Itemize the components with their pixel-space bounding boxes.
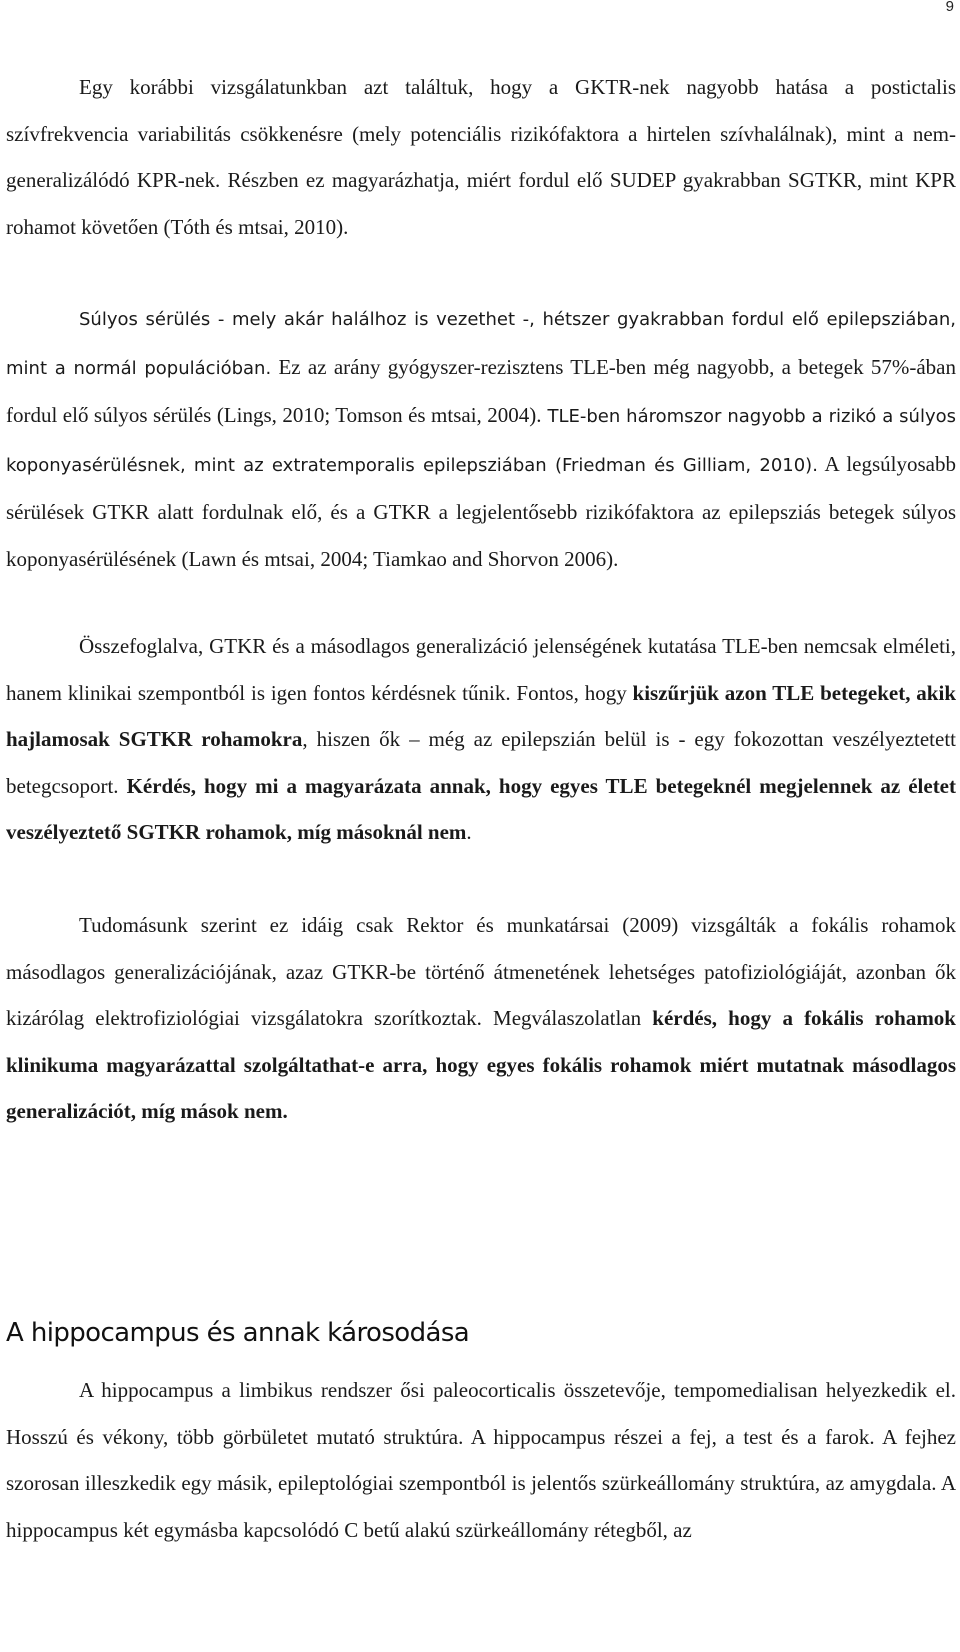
paragraph-text-sans: TLE-ben háromszor nagyobb a rizikó a súlyos koponyasérülésnek, mint az extratemporalis epilepsziában (Friedman és Gilliam, 2010).	[6, 406, 956, 476]
bold-question: kérdés, hogy a fokális rohamok klinikuma magyarázattal szolgáltathat-e arra, hogy egyes fokális rohamok miért mutatnak másodlagos generalizációt, míg mások nem.	[6, 1006, 956, 1123]
bold-question: Kérdés, hogy mi a magyarázata annak, hogy egyes TLE betegeknél megjelennek az életet veszélyeztető SGTKR rohamok, míg másoknál nem	[6, 773, 956, 844]
paragraph-text-sans: Súlyos sérülés - mely akár halálhoz is vezethet -, hétszer gyakrabban fordul elő epilepsziában, mint a normál populációban.	[6, 309, 956, 379]
paragraph-text: , hiszen ők – még az epilepszián belül is - egy fokozottan veszélyeztetett betegcsoport.	[6, 727, 956, 798]
paragraph-injury	[6, 297, 956, 582]
section-heading: A hippocampus és annak károsodása	[6, 1318, 470, 1348]
paragraph-gktr-hrv	[6, 64, 956, 250]
paragraph-text: Tudomásunk szerint ez idáig csak Rektor és munkatársai (2009) vizsgálták a fokális rohamok másodlagos generalizációjának, azaz GTKR-be történő átmenetének lehetséges patofiziológiáját, azonban ők kizárólag elektrofiziológiai vizsgálatokra szorítkoztak. Megválaszolatlan	[6, 913, 956, 1030]
paragraph-summary	[6, 623, 956, 856]
paragraph-text: .	[466, 820, 472, 844]
paragraph-text: Ez az arány gyógyszer-rezisztens TLE-ben még nagyobb, a betegek 57%-ában fordul elő súlyos sérülés (Lings, 2010; Tomson és mtsai, 2004).	[6, 354, 956, 427]
paragraph-text: A legsúlyosabb sérülések GTKR alatt fordulnak elő, és a GTKR a legjelentősebb rizikófaktora az epilepsziás betegek súlyos koponyasérülésének (Lawn és mtsai, 2004; Tiamkao and Shorvon 2006).	[6, 451, 956, 571]
paragraph-text: A hippocampus a limbikus rendszer ősi paleocorticalis összetevője, tempomedialisan helyezkedik el. Hosszú és vékony, több görbületet mutató struktúra. A hippocampus részei a fej, a test és a farok. A fejhez szorosan illeszkedik egy másik, epileptológiai szempontból is jelentős szürkeállomány struktúra, az amygdala. A hippocampus két egymásba kapcsolódó C betű alakú szürkeállomány rétegből, az	[6, 1378, 956, 1542]
bold-emphasis: kiszűrjük azon TLE betegeket, akik hajlamosak SGTKR rohamokra	[6, 680, 956, 751]
page-number: 9	[945, 0, 954, 15]
paragraph-hippocampus	[6, 1367, 956, 1553]
paragraph-rektor	[6, 902, 956, 1135]
paragraph-text: Egy korábbi vizsgálatunkban azt találtuk, hogy a GKTR-nek nagyobb hatása a postictalis szívfrekvencia variabilitás csökkenésre (mely potenciális rizikófaktora a hirtelen szívhalálnak), mint a nem-generalizálódó KPR-nek. Részben ez magyarázhatja, miért fordul elő SUDEP gyakrabban SGTKR, mint KPR rohamot követően (Tóth és mtsai, 2010).	[6, 75, 956, 239]
paragraph-text: Összefoglalva, GTKR és a másodlagos generalizáció jelenségének kutatása TLE-ben nemcsak elméleti, hanem klinikai szempontból is igen fontos kérdésnek tűnik. Fontos, hogy	[6, 634, 956, 705]
